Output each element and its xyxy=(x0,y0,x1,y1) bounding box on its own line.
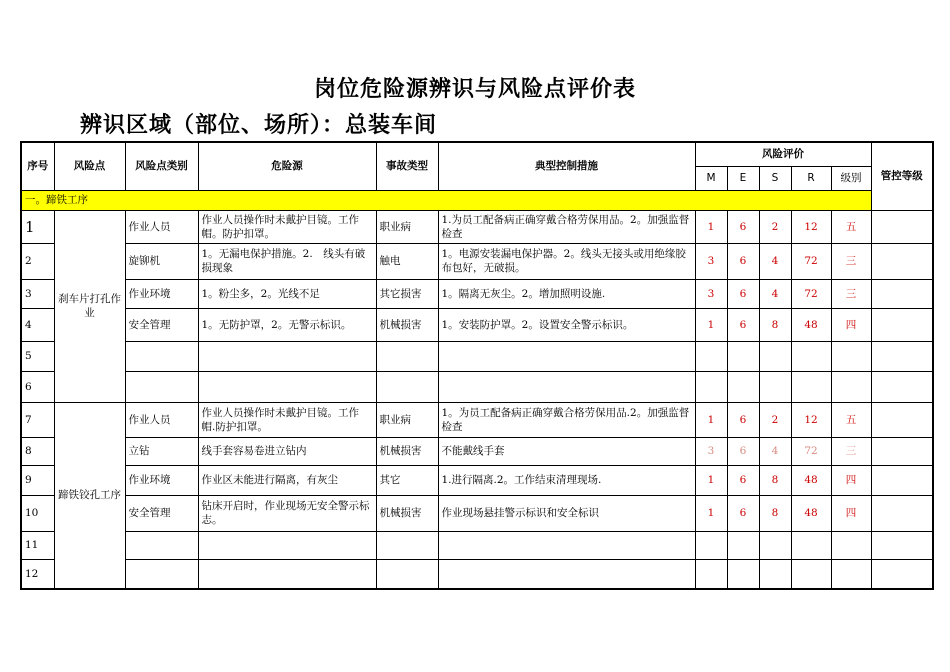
header-risk-evaluation: 风险评价 xyxy=(695,142,871,166)
row-r: 48 xyxy=(791,495,831,531)
row-s: 4 xyxy=(759,243,791,279)
header-control-level: 管控等级 xyxy=(871,142,933,210)
row-m xyxy=(695,341,727,371)
row-seq: 8 xyxy=(21,437,54,465)
row-category: 立钻 xyxy=(125,437,198,465)
row-m: 3 xyxy=(695,279,727,308)
row-e xyxy=(727,371,759,402)
row-seq: 6 xyxy=(21,371,54,402)
row-accident: 触电 xyxy=(376,243,438,279)
risk-table xyxy=(20,141,934,590)
row-accident: 其它损害 xyxy=(376,279,438,308)
row-e: 6 xyxy=(727,437,759,465)
row-r: 48 xyxy=(791,465,831,495)
row-seq: 4 xyxy=(21,308,54,341)
row-control xyxy=(438,531,695,559)
row-m xyxy=(695,559,727,589)
row-s: 8 xyxy=(759,465,791,495)
row-level: 三 xyxy=(831,243,871,279)
row-e: 6 xyxy=(727,495,759,531)
row-m: 1 xyxy=(695,402,727,437)
row-seq: 9 xyxy=(21,465,54,495)
row-e: 6 xyxy=(727,308,759,341)
row-level: 五 xyxy=(831,402,871,437)
row-control: 1。为员工配备病正确穿戴合格劳保用品.2。加强监督检查 xyxy=(438,402,695,437)
row-e xyxy=(727,341,759,371)
row-level xyxy=(831,371,871,402)
table-row xyxy=(21,437,933,465)
row-r xyxy=(791,371,831,402)
row-category: 安全管理 xyxy=(125,495,198,531)
row-seq: 2 xyxy=(21,243,54,279)
row-r: 72 xyxy=(791,437,831,465)
row-accident xyxy=(376,371,438,402)
row-category xyxy=(125,341,198,371)
row-s: 2 xyxy=(759,402,791,437)
row-category xyxy=(125,371,198,402)
table-row xyxy=(21,210,933,243)
row-level: 四 xyxy=(831,465,871,495)
row-control xyxy=(438,559,695,589)
row-hazard: 作业区未能进行隔离，有灰尘 xyxy=(198,465,376,495)
row-m xyxy=(695,531,727,559)
row-e: 6 xyxy=(727,279,759,308)
row-r: 72 xyxy=(791,243,831,279)
header-level: 级别 xyxy=(831,166,871,190)
row-s: 2 xyxy=(759,210,791,243)
row-s xyxy=(759,559,791,589)
table-row xyxy=(21,243,933,279)
section-title: 一。蹄铁工序 xyxy=(21,190,871,210)
row-category: 旋铆机 xyxy=(125,243,198,279)
row-s: 4 xyxy=(759,437,791,465)
row-hazard xyxy=(198,371,376,402)
row-accident: 机械损害 xyxy=(376,308,438,341)
row-r: 12 xyxy=(791,402,831,437)
row-control: 作业现场悬挂警示标识和安全标识 xyxy=(438,495,695,531)
header-row-1 xyxy=(21,142,933,166)
row-seq: 1 xyxy=(21,210,54,243)
row-m: 1 xyxy=(695,465,727,495)
row-accident xyxy=(376,531,438,559)
row-e xyxy=(727,559,759,589)
table-row xyxy=(21,308,933,341)
page-title: 岗位危险源辨识与风险点评价表 xyxy=(313,77,636,102)
row-r xyxy=(791,531,831,559)
table-row xyxy=(21,402,933,437)
row-seq: 3 xyxy=(21,279,54,308)
row-hazard: 作业人员操作时未戴护目镜。工作帽。防护扣罩。 xyxy=(198,210,376,243)
area-subtitle: 辨识区域（部位、场所）：总装车间 xyxy=(80,113,438,138)
row-accident: 机械损害 xyxy=(376,437,438,465)
row-m: 1 xyxy=(695,495,727,531)
row-control-level xyxy=(871,531,933,559)
row-e: 6 xyxy=(727,465,759,495)
header-risk-category: 风险点类别 xyxy=(125,142,198,190)
row-s xyxy=(759,531,791,559)
row-level: 四 xyxy=(831,308,871,341)
header-accident-type: 事故类型 xyxy=(376,142,438,190)
row-control: 不能戴线手套 xyxy=(438,437,695,465)
row-category xyxy=(125,531,198,559)
header-control-measures: 典型控制措施 xyxy=(438,142,695,190)
table-row xyxy=(21,531,933,559)
row-accident xyxy=(376,341,438,371)
row-control-level xyxy=(871,210,933,243)
row-m: 1 xyxy=(695,308,727,341)
row-s: 8 xyxy=(759,495,791,531)
row-control-level xyxy=(871,341,933,371)
row-control-level xyxy=(871,437,933,465)
row-category xyxy=(125,559,198,589)
section-row xyxy=(21,190,933,210)
row-control-level xyxy=(871,559,933,589)
row-control-level xyxy=(871,308,933,341)
row-level xyxy=(831,531,871,559)
row-m: 3 xyxy=(695,437,727,465)
row-accident: 其它 xyxy=(376,465,438,495)
table-row xyxy=(21,495,933,531)
row-control-level xyxy=(871,243,933,279)
row-r: 48 xyxy=(791,308,831,341)
row-level xyxy=(831,559,871,589)
row-r xyxy=(791,559,831,589)
row-seq: 5 xyxy=(21,341,54,371)
row-hazard: 作业人员操作时未戴护目镜。工作帽.防护扣罩。 xyxy=(198,402,376,437)
row-hazard: 1。粉尘多，2。光线不足 xyxy=(198,279,376,308)
risk-point-cell: 刹车片打孔作业 xyxy=(54,210,125,402)
row-control-level xyxy=(871,402,933,437)
header-seq: 序号 xyxy=(21,142,54,190)
header-s: S xyxy=(759,166,791,190)
row-accident: 职业病 xyxy=(376,210,438,243)
row-s xyxy=(759,371,791,402)
table-row xyxy=(21,279,933,308)
row-accident xyxy=(376,559,438,589)
row-hazard: 钻床开启时，作业现场无安全警示标志。 xyxy=(198,495,376,531)
row-control: 1。隔离无灰尘。2。增加照明设施. xyxy=(438,279,695,308)
risk-point-cell: 蹄铁铰孔工序 xyxy=(54,402,125,589)
row-e: 6 xyxy=(727,402,759,437)
header-m: M xyxy=(695,166,727,190)
header-hazard: 危险源 xyxy=(198,142,376,190)
row-m xyxy=(695,371,727,402)
row-control: 1。安装防护罩。2。设置安全警示标识。 xyxy=(438,308,695,341)
row-level: 三 xyxy=(831,279,871,308)
row-s xyxy=(759,341,791,371)
row-control-level xyxy=(871,465,933,495)
row-hazard xyxy=(198,559,376,589)
row-hazard: 1。无防护罩，2。无警示标识。 xyxy=(198,308,376,341)
row-control: 1。电源安装漏电保护器。2。线头无接头或用绝缘胶布包好，无破损。 xyxy=(438,243,695,279)
row-category: 作业环境 xyxy=(125,465,198,495)
row-e: 6 xyxy=(727,210,759,243)
row-accident: 机械损害 xyxy=(376,495,438,531)
row-hazard: 线手套容易卷进立钻内 xyxy=(198,437,376,465)
row-control: 1.进行隔离.2。工作结束清理现场. xyxy=(438,465,695,495)
row-accident: 职业病 xyxy=(376,402,438,437)
row-level: 四 xyxy=(831,495,871,531)
row-hazard xyxy=(198,531,376,559)
row-control-level xyxy=(871,495,933,531)
row-category: 作业人员 xyxy=(125,402,198,437)
row-hazard xyxy=(198,341,376,371)
header-risk-point: 风险点 xyxy=(54,142,125,190)
row-m: 1 xyxy=(695,210,727,243)
row-seq: 7 xyxy=(21,402,54,437)
row-s: 8 xyxy=(759,308,791,341)
row-category: 安全管理 xyxy=(125,308,198,341)
row-seq: 12 xyxy=(21,559,54,589)
row-e: 6 xyxy=(727,243,759,279)
row-r: 72 xyxy=(791,279,831,308)
row-m: 3 xyxy=(695,243,727,279)
header-e: E xyxy=(727,166,759,190)
table-row xyxy=(21,559,933,589)
row-r: 12 xyxy=(791,210,831,243)
table-row xyxy=(21,465,933,495)
row-r xyxy=(791,341,831,371)
row-level xyxy=(831,341,871,371)
row-control xyxy=(438,371,695,402)
header-r: R xyxy=(791,166,831,190)
row-seq: 11 xyxy=(21,531,54,559)
row-level: 五 xyxy=(831,210,871,243)
row-level: 三 xyxy=(831,437,871,465)
row-control-level xyxy=(871,371,933,402)
row-hazard: 1。无漏电保护措施。2. 线头有破损现象 xyxy=(198,243,376,279)
row-control-level xyxy=(871,279,933,308)
row-category: 作业环境 xyxy=(125,279,198,308)
row-s: 4 xyxy=(759,279,791,308)
table-row xyxy=(21,341,933,371)
row-category: 作业人员 xyxy=(125,210,198,243)
row-control: 1.为员工配备病正确穿戴合格劳保用品。2。加强监督检查 xyxy=(438,210,695,243)
row-e xyxy=(727,531,759,559)
row-seq: 10 xyxy=(21,495,54,531)
row-control xyxy=(438,341,695,371)
table-row xyxy=(21,371,933,402)
